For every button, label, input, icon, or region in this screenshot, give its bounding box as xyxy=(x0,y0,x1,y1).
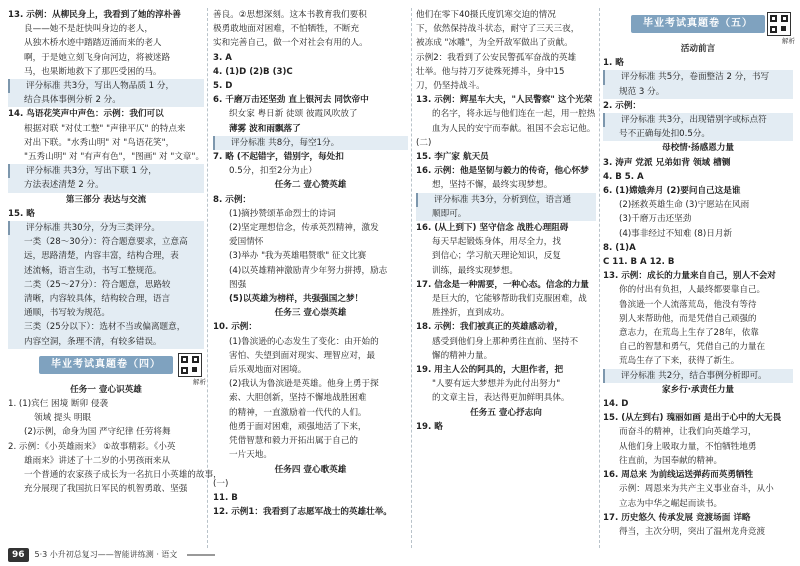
column-4 xyxy=(603,8,793,543)
qr-caption: 解析 xyxy=(782,37,795,45)
qr-code-icon[interactable] xyxy=(178,353,202,377)
answer-line: 一类（28～30分）：符合题意要求，立意高 xyxy=(8,235,204,249)
page-footer xyxy=(8,548,215,562)
answer-line: 13. 示例：成长的力量来自自己，别人不会对 xyxy=(603,271,776,282)
column-divider xyxy=(599,8,600,548)
exam-title: 毕业考试真题卷（四） xyxy=(39,356,173,374)
answer-line: (4)以英雄精神激励青少年努力拼搏，励志 xyxy=(229,265,388,276)
answer-line: (2)我认为鲁滨逊是英雄。他身上勇于探 xyxy=(229,379,379,390)
answer-line: 别人来帮助他，而是凭借自己顽强的 xyxy=(619,313,757,324)
answer-line: 2. 示例：《小英雄雨来》 ①故事精彩。《小英 xyxy=(8,441,176,452)
answer-line: "人要有远大梦想并为此付出努力" xyxy=(432,379,561,390)
answer-line: 雄雨来》讲述了十二岁的小男孩雨来从 xyxy=(24,455,171,466)
answer-line: (一) xyxy=(213,478,229,489)
answer-line: 19. 用主人公的阿具的，大胆作者，把 xyxy=(416,365,564,376)
answer-line: 凭借智慧和毅力开拓出属于自己的 xyxy=(229,436,358,447)
answer-line: 16. 周总来 为前线运送弹药而英勇牺牲 xyxy=(603,470,754,481)
answer-line: 5. D xyxy=(213,81,233,92)
answer-line: 对出下联。"水秀山明" 对 "鸟语花笑"， xyxy=(24,137,175,148)
column-2 xyxy=(213,8,408,543)
answer-line: 的文章主旨，表达得更加鲜明具体。 xyxy=(432,393,570,404)
exam-banner xyxy=(603,12,795,45)
answer-line: 害怕、失望到面对现实、理智应对，最 xyxy=(229,350,376,361)
answer-line: 14. D xyxy=(603,399,629,410)
answer-line: 1. 略 xyxy=(603,58,624,69)
answer-line: 内容空洞，条理不清，有较多错误。 xyxy=(8,335,204,349)
exam-title: 毕业考试真题卷（五） xyxy=(631,15,765,33)
answer-line: 号不正确每处扣0.5分。 xyxy=(603,127,793,141)
answer-line: 评分标准 共3分，写出人物品质 1 分， xyxy=(8,79,204,93)
answer-line: 刀，仍坚持战斗。 xyxy=(416,81,485,92)
answer-line: 懈的精神力量。 xyxy=(432,350,493,361)
answer-line: C 11. B A 12. B xyxy=(603,257,675,268)
answer-line: 13. 示例：从柳民身上，我看到了她的淳朴善 xyxy=(8,10,181,20)
answer-line: 6. (1)嫦娥奔月 (2)要问自己这是谁 xyxy=(603,186,741,197)
exam-banner xyxy=(8,353,206,386)
answer-line: 索、大胆创新，坚持不懈地战胜困难 xyxy=(229,393,367,404)
answer-line: 16. (从上到下) 坚守信念 战胜心理阻碍 xyxy=(416,223,569,234)
answer-line: 一个普通的农家孩子成长为一名抗日小英雄的故事， xyxy=(24,470,222,481)
answer-line: 荒岛生存了下来，获得了新生。 xyxy=(619,356,740,367)
answer-line: 12. 示例1：我看到了志愿军战士的英雄壮举。 xyxy=(213,507,392,518)
answer-line: 任务五 壹心抒志向 xyxy=(470,407,542,418)
answer-line: 顺即可。 xyxy=(416,207,596,221)
answer-line: 3. A xyxy=(213,52,232,63)
answer-line: 感受到他们身上那种勇往直前、坚持不 xyxy=(432,336,579,347)
answer-line: 17. 历史悠久 传承发展 竞渡场面 详略 xyxy=(603,512,751,523)
answer-line: 示例：周恩来为共产主义事业奋斗，从小 xyxy=(619,484,774,495)
answer-line: 15. 李广家 航天员 xyxy=(416,152,489,163)
answer-line: (4)事非经过不知难 (8)日月新 xyxy=(619,228,733,239)
section-heading: 活动前言 xyxy=(680,44,716,54)
answer-line: 结合具体事例分析 2 分。 xyxy=(8,93,204,107)
answer-line: 规范 3 分。 xyxy=(603,85,793,99)
answer-line: 15. (从左到右) 瑰丽如画 是出于心中的大无畏 xyxy=(603,413,782,424)
answer-line: 立志为中华之崛起而读书。 xyxy=(619,498,723,509)
answer-line: 母校情·扬感恩力量 xyxy=(661,143,734,154)
answer-line: 13. 示例：辉星车大夫，"人民警察" 这个光荣 xyxy=(416,95,593,106)
answer-line: (二) xyxy=(416,137,432,148)
answer-line: 的名字，将永远与他们连在一起，用一腔热 xyxy=(432,109,596,120)
answer-line: 二类（25～27分）：符合题意，思路较 xyxy=(8,278,204,292)
answer-line: 2. 示例： xyxy=(603,100,642,111)
answer-line: 爱国情怀 xyxy=(229,237,264,248)
answer-line: 血为人民的安宁而奉献。祖国不会忘记他。 xyxy=(432,123,596,134)
answer-line: 往直前，为国奉献的精神。 xyxy=(619,455,723,466)
answer-line: 7. 略 (不起错字，错别字，每处扣 xyxy=(213,152,344,163)
answer-line: 下，依然保持战斗状态，耐守了三天三夜， xyxy=(416,24,580,35)
answer-line: 是巨大的，它能够帮助我们克服困难，战 xyxy=(432,294,587,305)
answer-line: (1)摘抄赞颂革命烈士的诗词 xyxy=(229,208,336,219)
answer-line: (3)举办 "我为英雄唱赞歌" 征文比赛 xyxy=(229,251,367,262)
answer-line: 三类（25分以下）：选材不当或偏离题意， xyxy=(8,320,204,334)
answer-line: (5)以英雄为榜样，共强强国之梦！ xyxy=(229,294,364,305)
answer-line: 鲁滨逊一个人流落荒岛，他没有等待 xyxy=(619,299,757,310)
answer-line: 评分标准 共30分，分为三类评分。 xyxy=(8,221,204,235)
answer-line: 8. 示例： xyxy=(213,194,252,205)
answer-line: 得当，主次分明，突出了温州龙舟竞渡 xyxy=(619,526,766,537)
answer-line: 19. 略 xyxy=(416,421,443,432)
answer-line: 16. 示例：他是坚韧与毅力的传奇，他心怀梦 xyxy=(416,166,589,177)
answer-line: 意志力，在荒岛上生存了28年，依靠 xyxy=(619,328,759,339)
answer-line: 根据对联 "对仗工整" "声律平仄" 的特点来 xyxy=(24,123,186,134)
answer-line: 他勇于面对困难，顽强地活了下来， xyxy=(229,421,367,432)
answer-line: 评分标准 共2分，结合事例分析即可。 xyxy=(603,369,793,383)
answer-line: "五秀山明" 对 "有声有色"，"图画" 对 "文章"。 xyxy=(24,152,205,163)
answer-line: 到信心；学习航天理论知识，反复 xyxy=(432,251,561,262)
answer-line: 实和完善自己，做一个对社会有用的人。 xyxy=(213,38,368,49)
answer-line: 1. (1)宾仨 困境 断卯 侵袭 xyxy=(8,399,109,410)
answer-line: 后乐观地面对困境。 xyxy=(229,365,307,376)
answer-line: 清晰，内容较具体，结构较合理，语言 xyxy=(8,292,204,306)
answer-line: (2)示例，命身为国 严守纪律 任劳将舞 xyxy=(24,427,171,438)
answer-line: 14. 鸟语花笑声中声色：示例：我们可以 xyxy=(8,109,164,120)
answer-line: (2)坚定理想信念，传承英烈精神，激发 xyxy=(229,223,379,234)
answer-line: 0.5分，扣至2分为止） xyxy=(229,166,317,177)
answer-line: 评分标准 共5分，卷面整洁 2 分，书写 xyxy=(603,70,793,84)
answer-line: 一片天地。 xyxy=(229,450,272,461)
answer-line: 11. B xyxy=(213,492,238,503)
answer-line: 通顺，书写较为规范。 xyxy=(8,306,204,320)
answer-line: 第三部分 表达与交流 xyxy=(65,194,147,205)
answer-line: 从独木桥水迹中踏踏迈涌而来的老人 xyxy=(24,38,162,49)
answer-line: 壮举。他与持刀歹徒殊死搏斗，身中15 xyxy=(416,66,565,77)
answer-line: (3)千磨万击还坚劲 xyxy=(619,214,692,225)
series-title: 5·3 小升初总复习——智能讲练测 · 语文 xyxy=(34,549,178,559)
answer-line: 马，也果断地救下了那匹受困的马。 xyxy=(24,66,162,77)
qr-code-icon[interactable] xyxy=(767,12,791,36)
answer-line: 10. 示例： xyxy=(213,322,257,333)
answer-line: 薄雾 波和雨飘落了 xyxy=(229,123,301,134)
answer-line: 18. 示例：我们被真正的英雄感动着， xyxy=(416,322,564,333)
answer-line: 4. (1)D (2)B (3)C xyxy=(213,66,293,77)
answer-line: 的精神，一直激励着一代代的人们。 xyxy=(229,407,367,418)
answer-line: 评分标准 共3分，写出下联 1 分， xyxy=(8,164,204,178)
answer-line: (2)拯救英雄生命 (3)宁愿站在风雨 xyxy=(619,200,750,211)
answer-line: 任务三 壹心崇英雄 xyxy=(274,308,347,319)
column-3 xyxy=(416,8,596,543)
answer-line: 想，坚持不懈，最终实现梦想。 xyxy=(432,180,553,191)
answer-line: 他们在零下40摄氏度饥寒交迫的情况 xyxy=(416,10,556,20)
answer-line: 而奋斗的精神，让我们向英雄学习， xyxy=(619,427,757,438)
answer-line: 示例2：我看到了公安民警孤军奋战的英雄 xyxy=(416,52,577,63)
answer-line: 你的付出有负担，人最终都要靠自己。 xyxy=(619,285,766,296)
answer-line: (1)鲁滨逊的心态发生了变化：由开始的 xyxy=(229,336,379,347)
answer-line: 极勇敢地面对困难，不怕牺牲，不断充 xyxy=(213,24,360,35)
answer-line: 15. 略 xyxy=(8,208,35,219)
answer-line: 评分标准 共3分，出现错别字或标点符 xyxy=(603,113,793,127)
section-heading: 任务一 壹心识英雄 xyxy=(70,384,142,395)
answer-line: 每天早起锻炼身体，用尽全力，找 xyxy=(432,237,561,248)
answer-line: 自己的智慧和勇气，凭借自己的力量在 xyxy=(619,342,766,353)
answer-line: 家乡行·承责任力量 xyxy=(661,384,734,395)
answer-line: 被冻成 "冰雕"，为全歼敌军做出了贡献。 xyxy=(416,38,573,49)
answer-line: 啊，于是她立刻飞身向河边，将被迷路 xyxy=(24,52,171,63)
answer-line: 领域 提头 明眼 xyxy=(34,413,92,424)
answer-line: 织女家 粤日新 徒颂 彼霞风吹放了 xyxy=(229,109,358,120)
answer-line: 图强 xyxy=(229,279,247,290)
answer-line: 良——她不是赶快叫身边的老人， xyxy=(24,24,153,35)
answer-line: 评分标准 共8分，每空1分。 xyxy=(213,136,408,150)
column-divider xyxy=(207,8,208,548)
column-divider xyxy=(411,8,412,548)
answer-line: 从他们身上吸取力量，不怕牺牲地勇 xyxy=(619,441,757,452)
answer-line: 17. 信念是一种需要，一种心态。信念的力量 xyxy=(416,279,589,290)
answer-line: 述流畅，语言生动，书写工整规范。 xyxy=(8,264,204,278)
answer-line: 远，思路清楚，内容丰富，结构合理，表 xyxy=(8,249,204,263)
qr-caption: 解析 xyxy=(193,377,206,386)
answer-line: 评分标准 共3分，分析到位，语言通 xyxy=(416,193,596,207)
answer-line: 3. 涛声 党派 兄弟如背 领域 槽铡 xyxy=(603,157,731,168)
column-1 xyxy=(8,8,222,543)
answer-line: 训练，最终实现梦想。 xyxy=(432,265,518,276)
answer-line: 任务二 壹心赞英雄 xyxy=(274,180,347,191)
footer-rule xyxy=(187,554,215,556)
answer-line: 6. 千磨万击还坚劲 直上银河去 同饮帝中 xyxy=(213,95,369,106)
answer-line: 胜挫折，直到成功。 xyxy=(432,308,510,319)
answer-line: 4. B 5. A xyxy=(603,171,644,182)
answer-line: 充分展现了我国抗日军民的机智勇敢、坚强 xyxy=(24,484,188,495)
page-number: 96 xyxy=(8,548,29,562)
answer-line: 8. (1)A xyxy=(603,242,636,253)
answer-line: 善良。②思想深刻。这本书教育我们要积 xyxy=(213,10,367,20)
answer-line: 任务四 壹心歌英雄 xyxy=(274,464,347,475)
answer-line: 方法表述清楚 2 分。 xyxy=(8,178,204,192)
